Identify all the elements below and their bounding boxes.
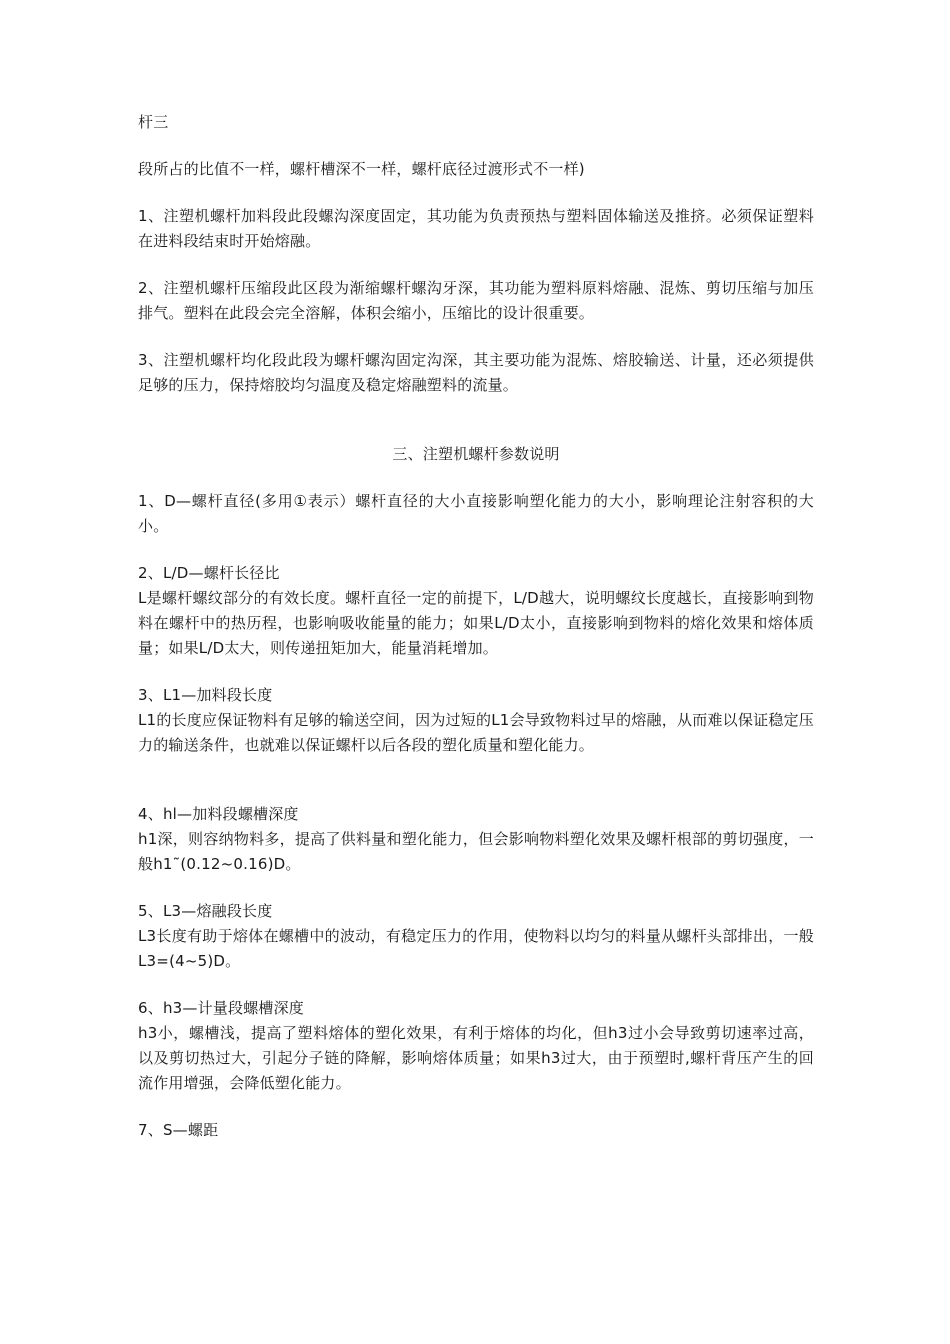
param-l3-body: L3长度有助于熔体在螺槽中的波动，有稳定压力的作用，使物料以均匀的料量从螺杆头部排出，一般L3=(4~5)D。 (138, 927, 814, 970)
paragraph-feed-section: 1、注塑机螺杆加料段此段螺沟深度固定，其功能为负责预热与塑料固体输送及推挤。必须保证塑料在进料段结束时开始熔融。 (138, 207, 814, 250)
param-h3-heading: 6、h3—计量段螺槽深度 (138, 999, 304, 1017)
section-title: 三、注塑机螺杆参数说明 (392, 445, 560, 463)
text-line-continuation: 段所占的比值不一样，螺杆槽深不一样，螺杆底径过渡形式不一样) (138, 160, 585, 178)
param-ld-body: L是螺杆螺纹部分的有效长度。螺杆直径一定的前提下，L/D越大，说明螺纹长度越长，直接影响到物料在螺杆中的热历程，也影响吸收能量的能力；如果L/D太小，直接影响到物料的熔化效果和熔体质量；如果L/D太大，则传递扭矩加大，能量消耗增加。 (138, 589, 814, 657)
param-h1-heading: 4、hl—加料段螺槽深度 (138, 805, 299, 823)
param-h1-body: h1深，则容纳物料多，提高了供料量和塑化能力，但会影响物料塑化效果及螺杆根部的剪切强度，一般h1˜(0.12~0.16)D。 (138, 830, 814, 873)
text-line-fragment: 杆三 (138, 113, 169, 131)
spacer (138, 780, 814, 802)
param-ld-heading: 2、L/D—螺杆长径比 (138, 564, 280, 582)
param-l3-heading: 5、L3—熔融段长度 (138, 902, 273, 920)
param-h3-body: h3小，螺槽浅，提高了塑料熔体的塑化效果，有利于熔体的均化，但h3过小会导致剪切速率过高，以及剪切热过大，引起分子链的降解，影响熔体质量；如果h3过大，由于预塑时,螺杆背压产生的回流作用增强，会降低塑化能力。 (138, 1024, 814, 1092)
paragraph-metering-section: 3、注塑机螺杆均化段此段为螺杆螺沟固定沟深，其主要功能为混炼、熔胶输送、计量，还必须提供足够的压力，保持熔胶均匀温度及稳定熔融塑料的流量。 (138, 351, 814, 394)
param-pitch-heading: 7、S—螺距 (138, 1121, 219, 1139)
param-l1-body: L1的长度应保证物料有足够的输送空间，因为过短的L1会导致物料过早的熔融，从而难以保证稳定压力的输送条件，也就难以保证螺杆以后各段的塑化质量和塑化能力。 (138, 711, 814, 754)
param-diameter: 1、D—螺杆直径(多用①表示）螺杆直径的大小直接影响塑化能力的大小，影响理论注射容积的大小。 (138, 492, 814, 535)
document-body (138, 110, 814, 1165)
paragraph-compression-section: 2、注塑机螺杆压缩段此区段为渐缩螺杆螺沟牙深，其功能为塑料原料熔融、混炼、剪切压缩与加压排气。塑料在此段会完全溶解，体积会缩小，压缩比的设计很重要。 (138, 279, 814, 322)
param-l1-heading: 3、L1—加料段长度 (138, 686, 273, 704)
